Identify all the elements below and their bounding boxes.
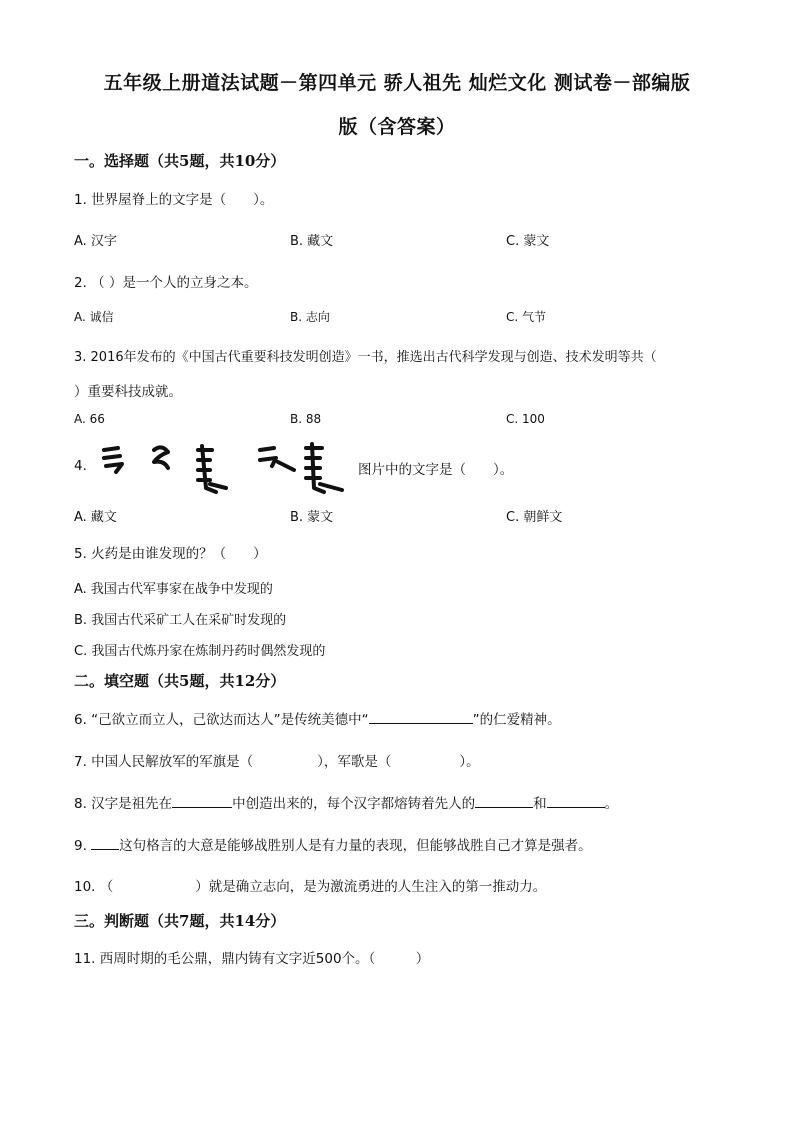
question-7-pre: 7. 中国人民解放军的军旗是（ [74, 754, 254, 770]
question-10 [74, 875, 546, 895]
question-2-stem: 2. （ ）是一个人的立身之本。 [74, 275, 258, 291]
question-4-option-b: B. 蒙文 [290, 510, 334, 525]
question-8-blank-1 [172, 795, 232, 808]
question-2-option-c: C. 气节 [506, 310, 547, 324]
question-8-blank-2 [475, 795, 533, 808]
question-8-post: 。 [604, 796, 619, 812]
question-8-blank-3 [547, 795, 605, 808]
question-10-pre: 10. （ [74, 879, 114, 895]
document-title-line2: 版（含答案） [338, 116, 456, 138]
question-9-post: 这句格言的大意是能够战胜别人是有力量的表现，但能够战胜自己才算是强者。 [119, 838, 592, 854]
question-6-blank [369, 711, 473, 724]
section-judge-heading: 三。判断题（共7题，共14分） [74, 912, 286, 930]
question-10-post: ）就是确立志向，是为激流勇进的人生注入的第一推动力。 [195, 879, 547, 895]
question-6-pre: 6. “己欲立而立人，己欲达而达人”是传统美德中“ [74, 712, 369, 728]
question-1-option-a: A. 汉字 [74, 234, 117, 249]
question-8-mid2: 和 [533, 796, 547, 812]
question-3-option-a: A. 66 [74, 412, 105, 426]
question-3-option-c: C. 100 [506, 412, 545, 426]
question-8-pre: 8. 汉字是祖先在 [74, 796, 173, 812]
document-title-line1: 五年级上册道法试题－第四单元 骄人祖先 灿烂文化 测试卷－部编版 [103, 72, 691, 94]
question-4-option-a: A. 藏文 [74, 510, 117, 525]
question-9 [74, 834, 592, 854]
question-4-option-c: C. 朝鲜文 [506, 510, 563, 525]
question-9-pre: 9. [74, 838, 92, 854]
question-4-number: 4. [74, 458, 87, 474]
question-7-mid: ），军歌是（ [317, 754, 392, 770]
question-3-stem-line2: ）重要科技成就。 [74, 384, 182, 400]
question-9-blank [91, 837, 119, 850]
question-2-option-b: B. 志向 [290, 310, 330, 324]
question-4-stem: 图片中的文字是（ ）。 [358, 462, 514, 478]
question-7-post: ）。 [459, 754, 480, 770]
question-1-option-c: C. 蒙文 [506, 234, 550, 249]
question-6 [74, 708, 561, 728]
question-7 [74, 750, 480, 770]
question-5-option-b: B. 我国古代采矿工人在采矿时发现的 [74, 613, 287, 628]
question-5-option-a: A. 我国古代军事家在战争中发现的 [74, 582, 273, 597]
mongolian-script-image [98, 436, 350, 496]
question-5-stem: 5. 火药是由谁发现的？（ ） [74, 546, 267, 562]
question-3-option-b: B. 88 [290, 412, 322, 426]
question-1-option-b: B. 藏文 [290, 234, 334, 249]
question-5-option-c: C. 我国古代炼丹家在炼制丹药时偶然发现的 [74, 644, 326, 659]
section-fill-heading: 二。填空题（共5题，共12分） [74, 672, 286, 690]
question-6-post: ”的仁爱精神。 [472, 712, 561, 728]
question-11-stem: 11. 西周时期的毛公鼎，鼎内铸有文字近500个。（ ） [74, 951, 430, 967]
question-8 [74, 792, 618, 812]
question-3-stem-line1: 3. 2016年发布的《中国古代重要科技发明创造》一书，推选出古代科学发现与创造、技术发明等共（ [74, 350, 657, 365]
section-choice-heading: 一。选择题（共5题，共10分） [74, 152, 286, 170]
question-8-mid1: 中创造出来的，每个汉字都熔铸着先人的 [232, 796, 476, 812]
question-1-stem: 1. 世界屋脊上的文字是（ ）。 [74, 192, 274, 208]
question-2-option-a: A. 诚信 [74, 310, 114, 324]
